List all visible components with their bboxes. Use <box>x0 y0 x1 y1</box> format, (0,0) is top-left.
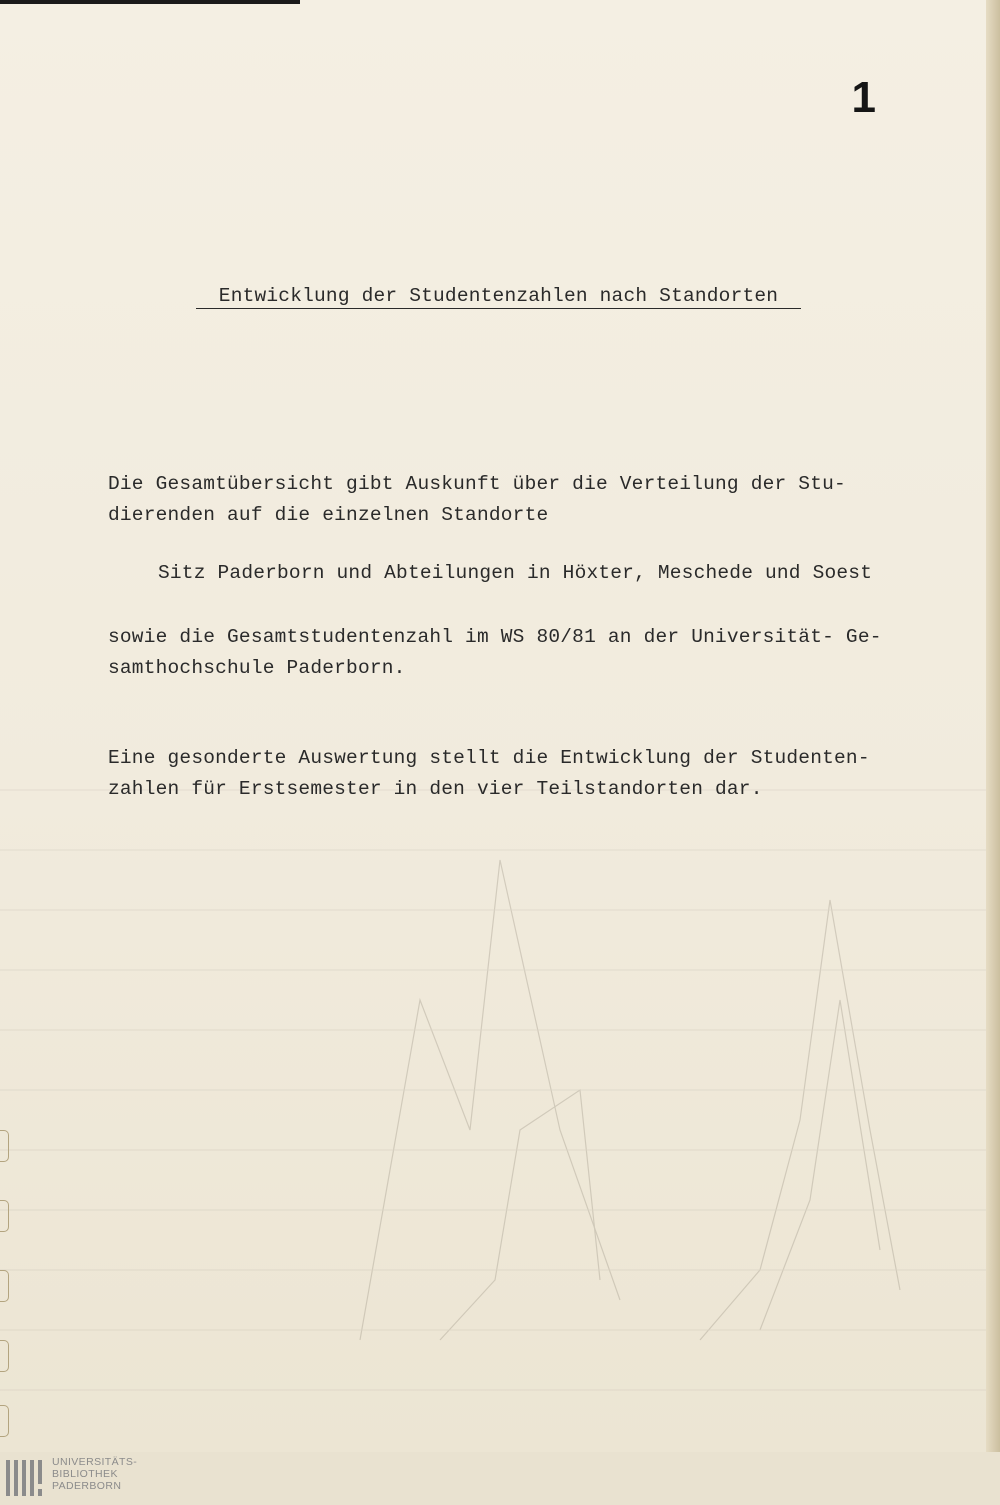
logo-line-3: PADERBORN <box>52 1480 122 1492</box>
total-line-2: samthochschule Paderborn. <box>108 657 406 679</box>
evaluation-paragraph <box>108 743 928 805</box>
binding-ring <box>0 1270 9 1302</box>
binding-ring <box>0 1200 9 1232</box>
page-title: Entwicklung der Studentenzahlen nach Standorten <box>196 285 801 309</box>
evaluation-line-2: zahlen für Erstsemester in den vier Teilstandorten dar. <box>108 778 763 800</box>
library-logo-text <box>52 1456 137 1492</box>
logo-line-1: UNIVERSITÄTS- <box>52 1456 138 1468</box>
library-footer <box>0 1452 1000 1505</box>
total-paragraph <box>108 622 928 684</box>
intro-line-1: Die Gesamtübersicht gibt Auskunft über die Verteilung der Stu- <box>108 473 846 495</box>
page-number: 1 <box>851 73 876 122</box>
locations-paragraph <box>158 558 978 589</box>
logo-line-2: BIBLIOTHEK <box>52 1468 118 1480</box>
evaluation-line-1: Eine gesonderte Auswertung stellt die Entwicklung der Studenten- <box>108 747 870 769</box>
binding-ring <box>0 1130 9 1162</box>
intro-line-2: dierenden auf die einzelnen Standorte <box>108 504 549 526</box>
binding-ring <box>0 1340 9 1372</box>
intro-paragraph <box>108 469 928 531</box>
binding-ring <box>0 1405 9 1437</box>
page-right-edge <box>986 0 1000 1452</box>
library-logo-icon <box>6 1458 44 1498</box>
total-line-1: sowie die Gesamtstudentenzahl im WS 80/81 an der Universität- Ge- <box>108 626 882 648</box>
locations-line: Sitz Paderborn und Abteilungen in Höxter, Meschede und Soest <box>158 562 873 584</box>
